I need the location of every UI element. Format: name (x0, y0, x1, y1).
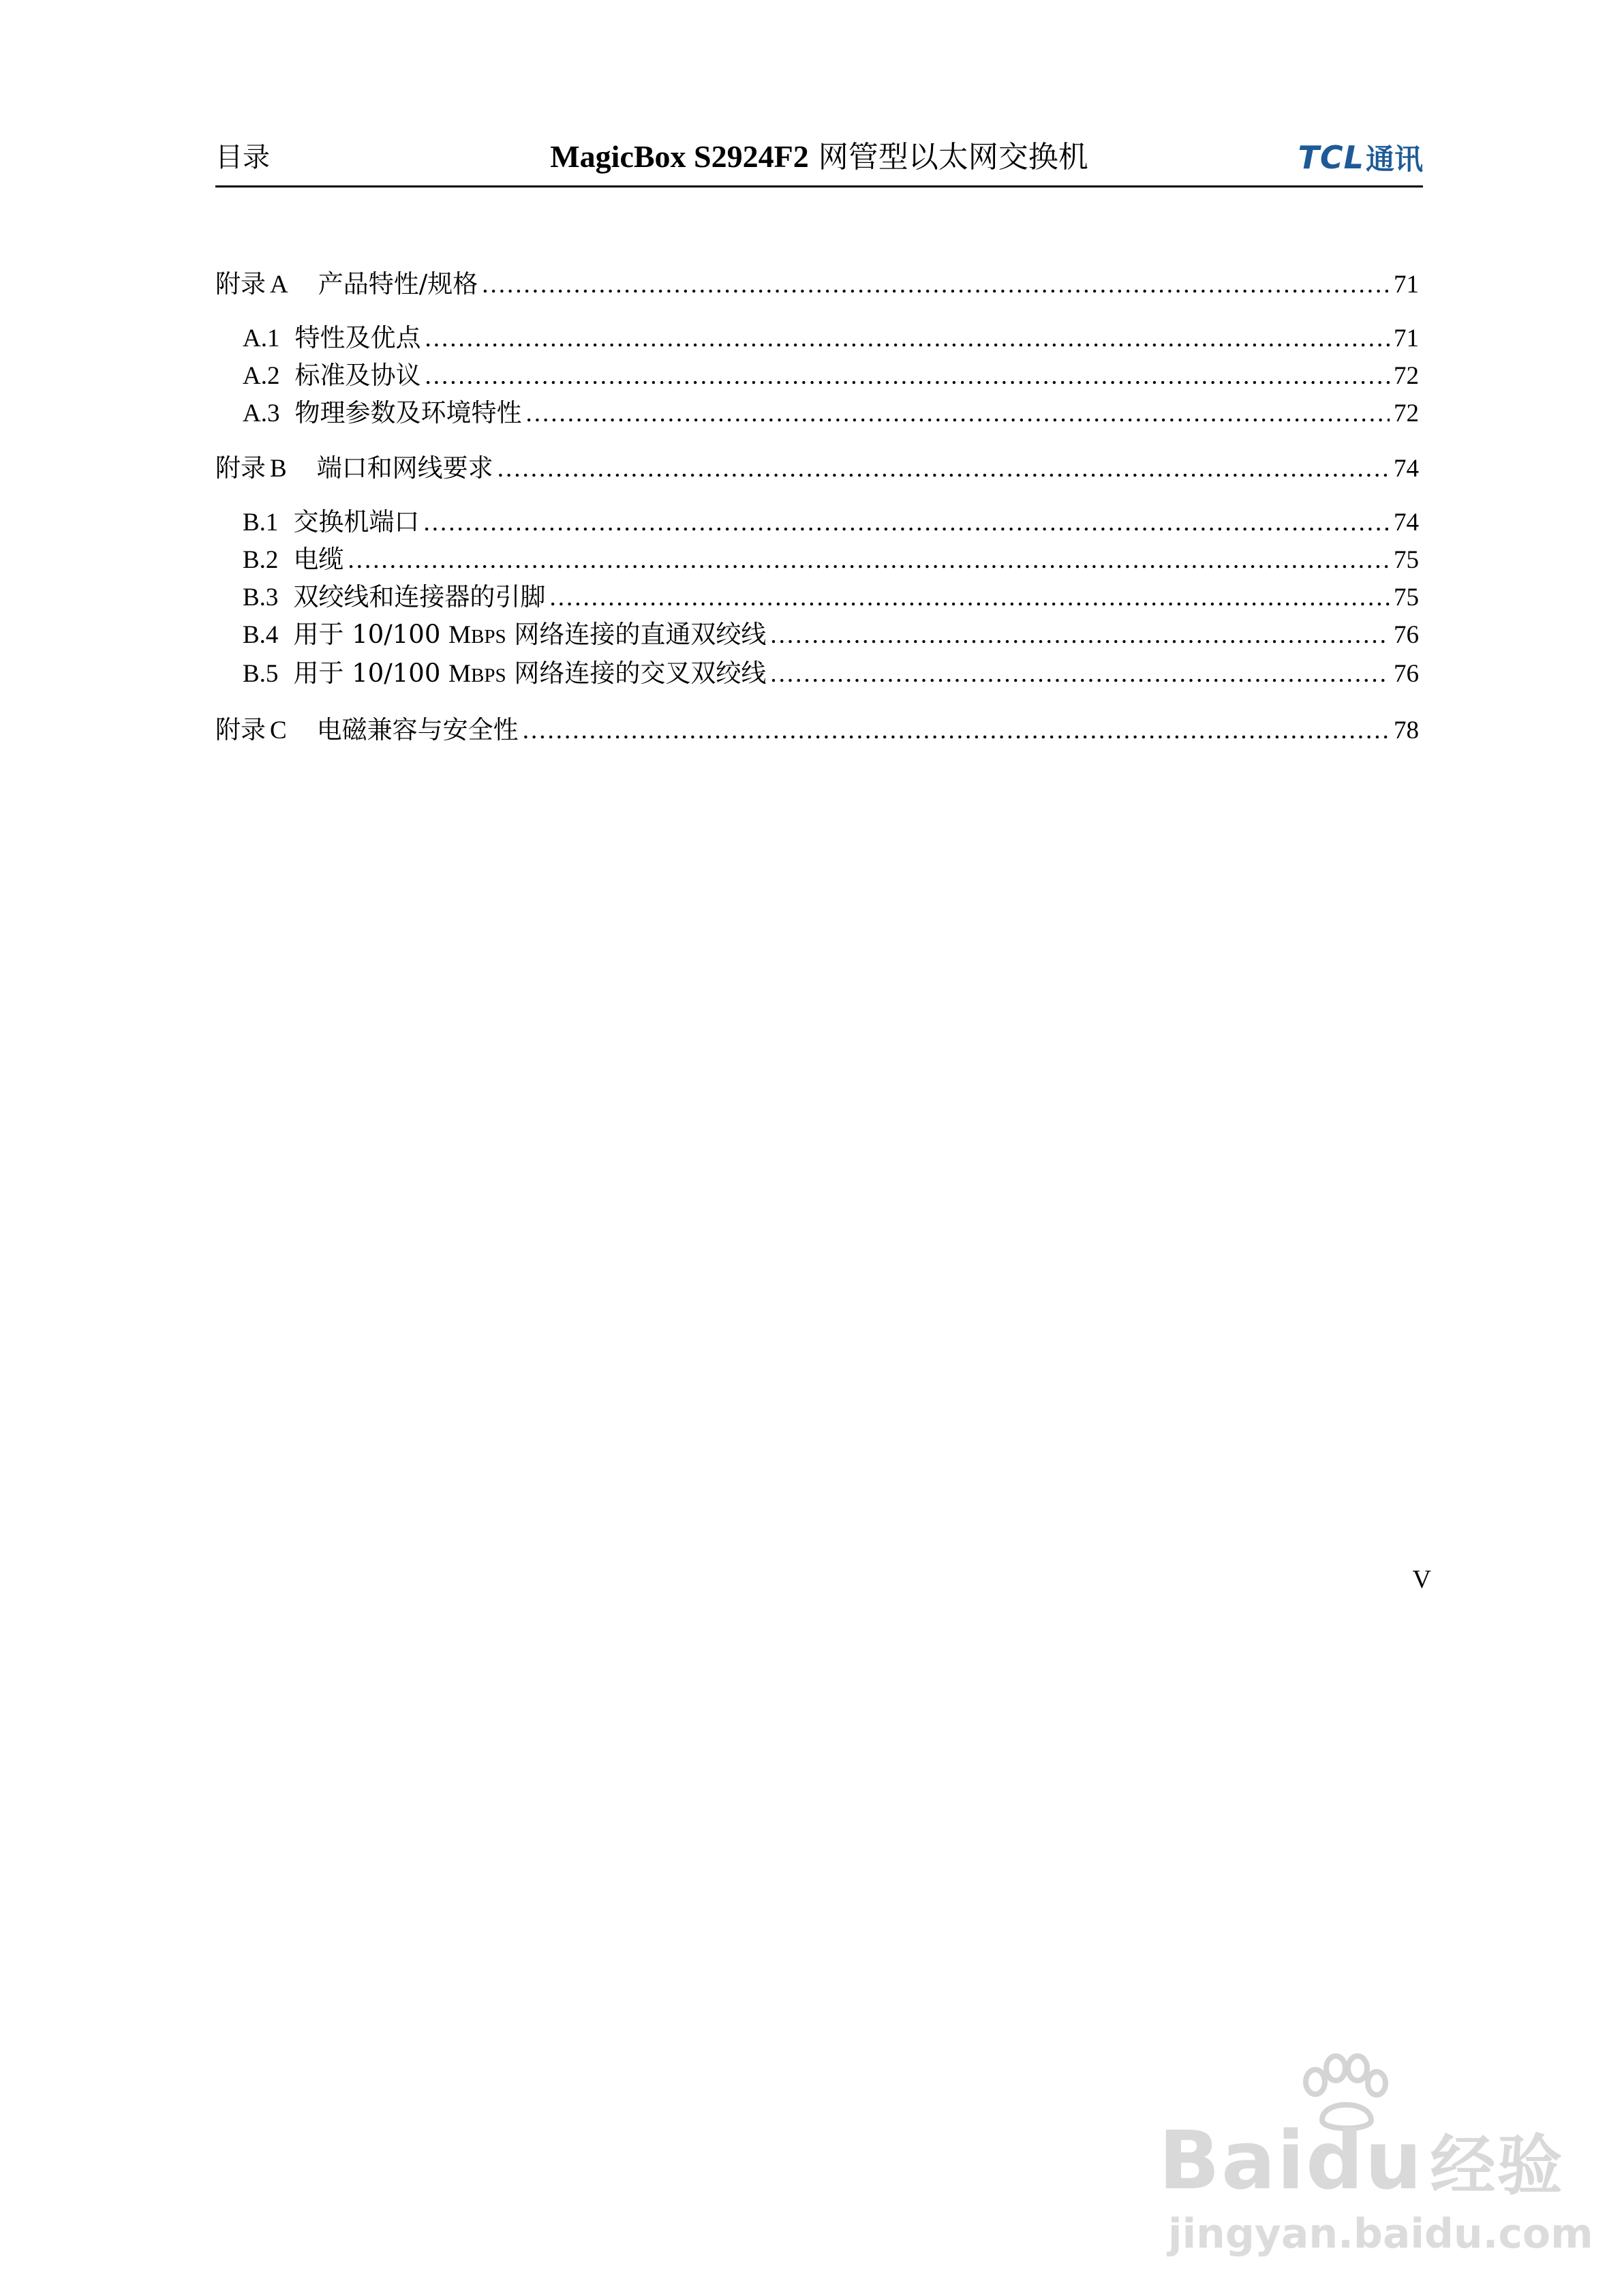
toc-dot-leader (425, 320, 1390, 357)
toc-dot-leader (348, 542, 1390, 579)
watermark-brand (1159, 2113, 1564, 2207)
header-model-name: MagicBox S2924F2 (550, 139, 809, 174)
toc-title-suffix: 网络连接的直通双绞线 (506, 620, 767, 649)
toc-title-unit-bps: BPS (471, 626, 506, 648)
toc-dot-leader (525, 395, 1390, 432)
toc-dot-leader (770, 617, 1390, 654)
toc-entry-page: 74 (1394, 455, 1419, 483)
toc-title-prefix: 用于 10/100 (293, 620, 449, 649)
toc-entry-appendix-b[interactable] (215, 450, 1419, 487)
toc-entry-page: 76 (1394, 621, 1419, 649)
toc-entry-page: 78 (1394, 716, 1419, 744)
toc-dot-leader (498, 451, 1390, 487)
toc-entry-prefix: 附录 (215, 269, 266, 299)
toc-entry-b-1[interactable] (215, 504, 1419, 541)
toc-entry-number: B.2 (243, 546, 279, 574)
toc-title-unit (448, 660, 506, 688)
watermark-brand-chinese: 经验 (1430, 2128, 1564, 2204)
toc-entry-title: 双绞线和连接器的引脚 (293, 582, 546, 611)
page-header (215, 136, 1423, 187)
toc-entry-a-3[interactable] (215, 395, 1419, 432)
toc-entry-number: C (270, 716, 287, 744)
toc-dot-leader (425, 358, 1390, 395)
toc-dot-leader (523, 712, 1390, 749)
toc-entry-title: 电缆 (293, 545, 344, 574)
watermark-brand-latin: Bai (1159, 2113, 1306, 2207)
toc-entry-page: 75 (1394, 584, 1419, 611)
tcl-logo (1298, 138, 1423, 177)
toc-entry-title: 标准及协议 (294, 361, 421, 390)
toc-entry-title: 产品特性/规格 (318, 269, 478, 299)
toc-entry-page: 76 (1394, 660, 1419, 688)
toc-title-prefix: 用于 10/100 (293, 659, 449, 688)
header-document-title (495, 139, 1144, 175)
toc-entry-title: 端口和网线要求 (316, 453, 493, 483)
toc-entry-number: B.3 (243, 584, 279, 611)
page-number: V (1412, 1565, 1431, 1594)
toc-title-unit-m: M (448, 621, 472, 649)
toc-title-unit-bps: BPS (471, 665, 506, 686)
toc-title-unit-m: M (448, 660, 472, 688)
toc-entry-prefix: 附录 (215, 715, 266, 744)
toc-entry-page: 75 (1394, 546, 1419, 574)
toc-entry-number: B (270, 455, 287, 483)
toc-entry-number: B.4 (243, 621, 279, 649)
toc-entry-page: 71 (1394, 271, 1419, 299)
toc-entry-number: A.2 (243, 362, 280, 390)
toc-entry-page: 72 (1394, 362, 1419, 390)
toc-entry-number: B.5 (243, 660, 279, 688)
toc-title-suffix: 网络连接的交叉双绞线 (506, 659, 767, 688)
toc-entry-number: A.3 (243, 399, 280, 427)
table-of-contents (215, 266, 1419, 749)
logo-chinese-text: 通讯 (1365, 142, 1423, 176)
toc-entry-appendix-c[interactable] (215, 712, 1419, 749)
toc-dot-leader (482, 267, 1390, 303)
baidu-jingyan-watermark (1159, 2052, 1593, 2258)
toc-entry-a-1[interactable] (215, 320, 1419, 357)
watermark-url: jingyan.baidu.com (1168, 2210, 1593, 2258)
header-title-text: 网管型以太网交换机 (808, 140, 1088, 175)
toc-entry-appendix-a[interactable] (215, 266, 1419, 303)
toc-entry-prefix: 附录 (215, 453, 266, 483)
toc-entry-title: 物理参数及环境特性 (294, 398, 522, 427)
toc-entry-page: 72 (1394, 399, 1419, 427)
toc-title-unit (448, 621, 506, 649)
toc-dot-leader (423, 504, 1390, 541)
toc-entry-page: 74 (1394, 509, 1419, 537)
toc-entry-b-5[interactable] (215, 655, 1419, 694)
toc-entry-title: 电磁兼容与安全性 (316, 715, 519, 744)
toc-entry-b-2[interactable] (215, 541, 1419, 579)
toc-entry-page: 71 (1394, 324, 1419, 352)
toc-dot-leader (549, 579, 1390, 616)
toc-entry-title (293, 655, 766, 694)
header-section-label: 目录 (215, 142, 270, 173)
toc-entry-a-2[interactable] (215, 357, 1419, 395)
toc-entry-title (293, 616, 766, 655)
toc-entry-title: 交换机端口 (293, 507, 420, 537)
toc-entry-title: 特性及优点 (294, 323, 421, 352)
toc-dot-leader (770, 656, 1390, 693)
logo-latin-text: TCL (1298, 139, 1364, 176)
toc-entry-b-3[interactable] (215, 579, 1419, 616)
watermark-brand-du: du (1306, 2113, 1424, 2207)
toc-entry-b-4[interactable] (215, 616, 1419, 655)
toc-entry-number: B.1 (243, 509, 279, 537)
toc-entry-number: A (270, 271, 288, 299)
toc-entry-number: A.1 (243, 324, 280, 352)
